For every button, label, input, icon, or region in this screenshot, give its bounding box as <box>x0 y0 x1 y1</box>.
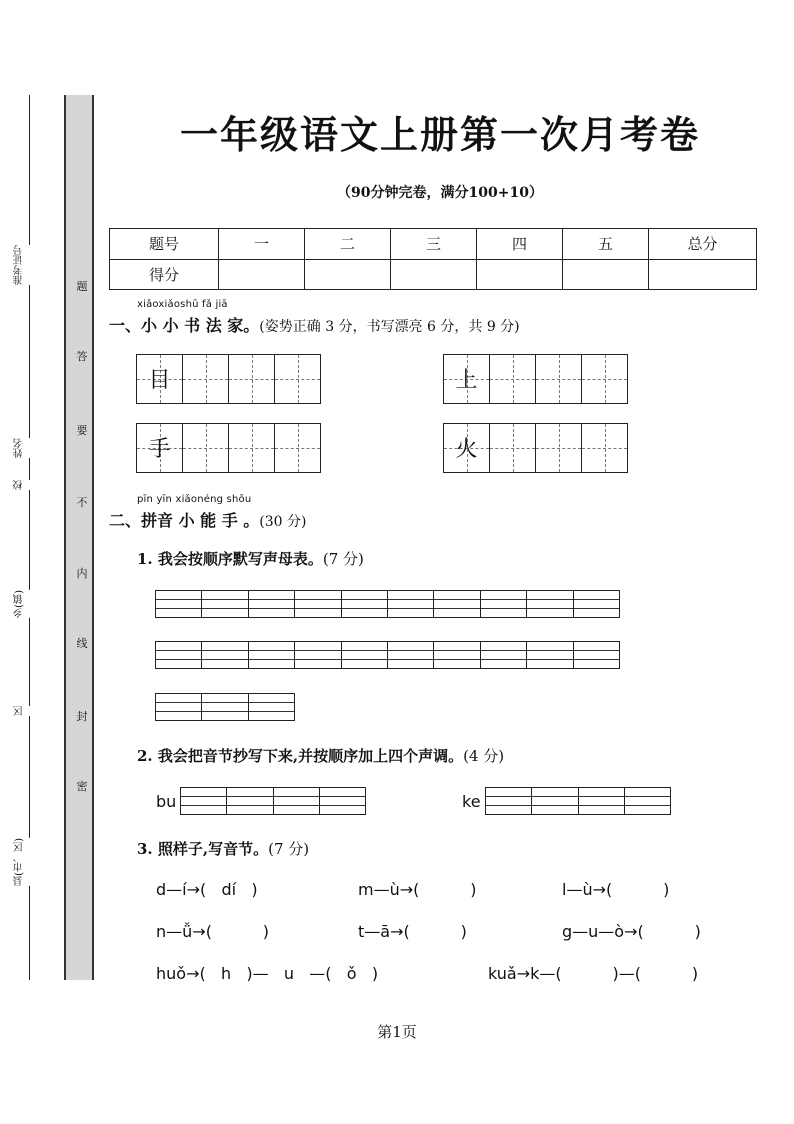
score-cell: 三 <box>391 229 477 260</box>
section1-label: 一、小 小 书 法 家。 <box>109 316 260 335</box>
tone-grid-cell[interactable] <box>486 788 532 814</box>
score-entry-cell[interactable] <box>391 259 477 290</box>
score-cell: 题号 <box>110 229 219 260</box>
spelling-item[interactable]: g—u—ò→( ) <box>562 922 701 941</box>
tone-grid-cell[interactable] <box>320 788 366 814</box>
spelling-item: d—í→( dí ) <box>156 880 258 899</box>
model-character: 火 <box>455 437 478 462</box>
question-2-label: 2. 我会把音节抄写下来,并按顺序加上四个声调。 <box>137 747 464 765</box>
spelling-item[interactable]: t—ā→( ) <box>358 922 467 941</box>
tianzige-cell <box>137 355 183 403</box>
seal-char: 题 <box>76 280 88 293</box>
tone-grid-cell[interactable] <box>625 788 671 814</box>
tianzige-row-mu <box>136 354 321 404</box>
spelling-item: huǒ→( h )— u —( ǒ ) <box>156 964 379 983</box>
pinyin-grid-cell[interactable] <box>156 591 202 617</box>
page-number: 第1页 <box>377 1023 417 1041</box>
tone-grid-cell[interactable] <box>227 788 273 814</box>
school-label: 校 <box>14 480 34 490</box>
question-3-title <box>137 838 309 859</box>
town-label: 乡(镇) <box>14 590 34 618</box>
syllable-bu: bu <box>156 792 177 811</box>
spelling-item[interactable]: n—ǚ→( ) <box>156 922 270 941</box>
tone-grid-cell[interactable] <box>579 788 625 814</box>
question-3-note: (7 分) <box>268 840 310 858</box>
tianzige-cell[interactable] <box>229 355 275 403</box>
spelling-item[interactable]: kuǎ→k—( )—( ) <box>488 964 699 983</box>
tianzige-cell[interactable] <box>229 424 275 472</box>
seal-char: 要 <box>76 424 88 437</box>
pinyin-grid-cell[interactable] <box>527 591 573 617</box>
score-table-score-row <box>110 259 757 290</box>
pinyin-grid-cell[interactable] <box>481 591 527 617</box>
pinyin-grid-cell[interactable] <box>295 642 341 668</box>
pinyin-grid-cell[interactable] <box>481 642 527 668</box>
pinyin-grid-cell[interactable] <box>202 642 248 668</box>
admission-number-label: 准考证号 <box>14 245 34 285</box>
score-entry-cell[interactable] <box>305 259 391 290</box>
name-label: 姓名 <box>14 438 34 458</box>
score-entry-cell[interactable] <box>477 259 563 290</box>
tianzige-cell[interactable] <box>582 355 628 403</box>
pinyin-grid-cell[interactable] <box>156 694 202 720</box>
spelling-item[interactable]: m—ù→( ) <box>358 880 477 899</box>
pinyin-grid-cell[interactable] <box>249 694 295 720</box>
tianzige-cell <box>137 424 183 472</box>
score-entry-cell[interactable] <box>219 259 305 290</box>
pinyin-grid-cell[interactable] <box>342 642 388 668</box>
spelling-item[interactable]: l—ù→( ) <box>562 880 670 899</box>
section2-note: (30 分) <box>259 514 307 530</box>
pinyin-grid-row-1 <box>155 590 620 618</box>
question-1-label: 1. 我会按顺序默写声母表。 <box>137 550 323 568</box>
syllable-ke: ke <box>462 792 481 811</box>
pinyin-grid-cell[interactable] <box>574 591 620 617</box>
question-2-title <box>137 745 504 766</box>
score-cell: 一 <box>219 229 305 260</box>
section2-pinyin: pīn yīn xiǎonéng shǒu <box>137 494 252 505</box>
pinyin-grid-row-2 <box>155 641 620 669</box>
question-1-title <box>137 548 364 569</box>
tianzige-cell[interactable] <box>582 424 628 472</box>
pinyin-grid-cell[interactable] <box>249 591 295 617</box>
pinyin-grid-cell[interactable] <box>342 591 388 617</box>
pinyin-grid-cell[interactable] <box>574 642 620 668</box>
pinyin-grid-cell[interactable] <box>202 591 248 617</box>
tianzige-cell[interactable] <box>536 424 582 472</box>
section1-title <box>109 313 520 336</box>
score-cell: 四 <box>477 229 563 260</box>
pinyin-grid-cell[interactable] <box>388 591 434 617</box>
tianzige-row-shang <box>443 354 628 404</box>
score-row-label: 得分 <box>110 259 219 290</box>
tianzige-cell[interactable] <box>183 355 229 403</box>
page-title: 一年级语文上册第一次月考卷 <box>179 112 700 157</box>
score-entry-cell[interactable] <box>563 259 649 290</box>
pinyin-grid-row-3 <box>155 693 295 721</box>
score-table <box>109 228 757 290</box>
seal-char: 不 <box>76 496 88 509</box>
tone-grid-bu <box>180 787 366 815</box>
model-character: 手 <box>148 437 171 462</box>
pinyin-grid-cell[interactable] <box>434 642 480 668</box>
tone-grid-cell[interactable] <box>532 788 578 814</box>
tianzige-cell[interactable] <box>490 424 536 472</box>
tianzige-cell[interactable] <box>490 355 536 403</box>
pinyin-grid-cell[interactable] <box>295 591 341 617</box>
page-subtitle: （90分钟完卷，满分100+10） <box>337 185 543 201</box>
pinyin-grid-cell[interactable] <box>388 642 434 668</box>
county-label: 县(市、区) <box>14 838 34 886</box>
pinyin-grid-cell[interactable] <box>527 642 573 668</box>
section2-title <box>109 508 307 531</box>
question-1-note: (7 分) <box>322 550 364 568</box>
seal-char: 密 <box>76 780 88 793</box>
model-character: 上 <box>455 368 478 393</box>
score-cell: 五 <box>563 229 649 260</box>
question-2-note: (4 分) <box>463 747 505 765</box>
section1-pinyin: xiǎoxiǎoshū fǎ jiā <box>137 299 228 310</box>
tone-grid-cell[interactable] <box>274 788 320 814</box>
model-character: 目 <box>148 368 171 393</box>
score-entry-cell[interactable] <box>649 259 757 290</box>
tianzige-cell <box>444 355 490 403</box>
score-cell: 二 <box>305 229 391 260</box>
seal-char: 线 <box>76 637 88 650</box>
pinyin-grid-cell[interactable] <box>202 694 248 720</box>
section1-note: (姿势正确 3 分，书写漂亮 6 分，共 9 分) <box>259 319 520 335</box>
tianzige-cell[interactable] <box>275 355 321 403</box>
tone-grid-cell[interactable] <box>181 788 227 814</box>
seal-bar <box>64 95 94 980</box>
score-cell: 总分 <box>649 229 757 260</box>
seal-char: 答 <box>76 350 88 363</box>
tone-grid-ke <box>485 787 671 815</box>
tianzige-row-huo <box>443 423 628 473</box>
question-3-label: 3. 照样子,写音节。 <box>137 840 269 858</box>
district-label: 区 <box>14 706 34 716</box>
tianzige-cell[interactable] <box>536 355 582 403</box>
pinyin-grid-cell[interactable] <box>156 642 202 668</box>
tianzige-cell <box>444 424 490 472</box>
tianzige-row-shou <box>136 423 321 473</box>
seal-char: 内 <box>76 567 88 580</box>
pinyin-grid-cell[interactable] <box>434 591 480 617</box>
section2-label: 二、拼音 小 能 手 。 <box>109 511 260 530</box>
tianzige-cell[interactable] <box>183 424 229 472</box>
seal-char: 封 <box>76 710 88 723</box>
tianzige-cell[interactable] <box>275 424 321 472</box>
pinyin-grid-cell[interactable] <box>249 642 295 668</box>
score-table-header-row <box>110 229 757 260</box>
